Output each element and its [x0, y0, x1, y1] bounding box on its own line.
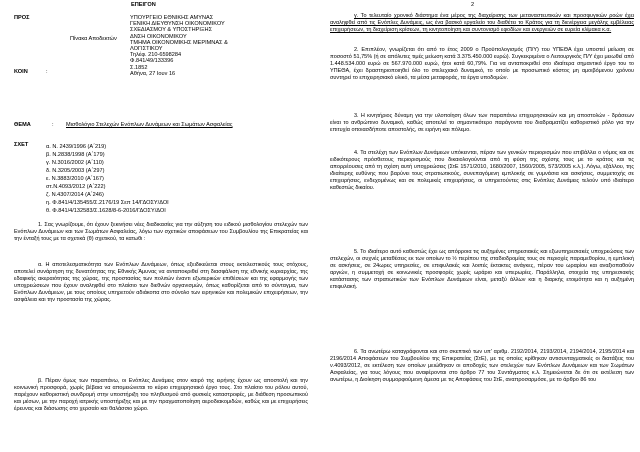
sender-line: ΔΝΣΗ ΟΙΚΟΝΟΜΙΚΟΥ — [130, 33, 187, 40]
paragraph-3: 3. Η κινητήριος δύναμη για την υλοποίηση όλων των παραπάνω επιχειρησιακών και μη αποστολών - δράσεων είναι το ανθρώπινο δυναμικό, καθώς αποτελεί το σημαντικότερο παράγοντα του διαδραματίζει καθοριστικό ρόλο για την επιτυχία οποιασδήποτε αποστολής, σε ειρήνη και πόλεμο. — [330, 113, 634, 133]
paragraph-5: 5. Το ιδιαίτερο αυτό καθεστώς έχει ως απόρροια τις αυξημένες υπηρεσιακές και εξωυπηρεσιακές υποχρεώσεις των στελεχών, οι συχνές μεταθέσεις εκ των οποίων το ½ περίπου της σταδιοδρομίας τους σε περιοχές παραμεθορίου, η εμπλοκή σε ασκήσεις, σε 24ωρες υπηρεσίες, σε επιφυλακές και λοιπές έκτακτες ανάγκες, πέραν του ωραρίου και αναξιοπαθούν αργιών, η συμμετοχή σε κοινωνικές προσφορές χωρίς ωράριο και υπερωρίες. Παράλληλα, στοιχεία της υπηρεσιακής κατάστασης των στρατιωτικών των Ενόπλων Δυνάμεων είναι, μεταξύ άλλων και η διαρκής ετοιμότητα και η αυξημένη επιφυλακή. — [330, 249, 634, 290]
paragraph-2: 2. Επιπλέον, γνωρίζεται ότι από το έτος 2009 ο Προϋπολογισμός (Π/Υ) του ΥΠΕΘΑ έχει υποστεί μείωση σε ποσοστό 51,75% (ή σε απόλυτες τιμές μείωση κατά 3.375.450.000 ευρώ). Συγκεκριμένα ο Λειτουργικός Π/Υ έχει μειωθεί από 1.448.534.000 ευρώ σε 567.970.000 ευρώ, ήτοι κατά 60,79%. Για να ανταποκριθεί στο ιδιαίτερα σημαντικό έργο του το ΥΠΕΘΑ, έχει δραστηριοποιηθεί όλο το στελεχιακό δυναμικό, το οποίο με προσωπικό κόστος μη αμοιβόμενου χρόνου συντηρεί το επιχειρησιακό υλικό, τα μέσα μεταφοράς, τα έργα υποδομών. — [330, 47, 634, 81]
reference-item: β. Ν.2838/1998 (Α΄179) — [46, 152, 105, 158]
sender-line: ΤΜΗΜΑ ΟΙΚΟΝΟΜΙΚΗΣ ΜΕΡΙΜΝΑΣ & — [130, 39, 228, 46]
recipient-table-label: Πίνακα Αποδεκτών — [70, 36, 117, 42]
reference-item: η. Φ.841/4/135455/Σ.2176/19 Σεπ 14/ΓΔΟΣΥ/ΔΟΙ — [46, 200, 169, 206]
right-page — [320, 0, 640, 452]
sender-block — [130, 15, 310, 77]
page-number: 2 — [471, 2, 475, 8]
sender-line: Σ.1852 — [130, 64, 148, 71]
sender-line: Αθήνα, 27 Ιουν 16 — [130, 70, 176, 77]
cc-label: ΚΟΙΝ — [14, 69, 28, 75]
subject-colon: : — [52, 122, 54, 128]
reference-item: δ. Ν.3205/2003 (Α΄297) — [46, 168, 105, 174]
sender-line: ΓΕΝΙΚΗ ΔΙΕΥΘΥΝΣΗ ΟΙΚΟΝΟΜΙΚΟΥ — [130, 21, 225, 28]
paragraph-c: γ. Το τελευταίο χρονικό διάστημα ένα μέρος της διαχείρισης των μεταναστευτικών και προσφυγικών ροών έχει αναληφθεί από τις Ενόπλες Δυνάμεις, ως ένα βασικό εργαλείο του διαθέτει το Κράτος για τη διενέργεια μεγάλης εμβέλειας επιχειρήσεων, τη διαχείριση κρίσεων, τη κινητοποίηση και συντονισμό εφοδίων και ενεργειών σε ευρεία κλίμακα κ.α. — [330, 13, 634, 33]
paragraph-4: 4. Τα στελέχη των Ενόπλων Δυνάμεων υπόκεινται, πέραν των γενικών περιορισμών που επιβάλλει ο νόμος και σε ειδικότερους πρόσθετους περιορισμούς που δικαιολογούνται από τη φύση της σχέσης τους με το κράτος και τις απορρέουσες από τη σχέση αυτή υποχρεώσεις (ΣτΕ 1571/2010, 1680/2007, 1560/2005, 573/2005 κ.λ.). Λόγω, εξάλλου, της ιδιαίτερης ευθύνης που βαρύνει τους στρατιωτικούς, συνεπαγόμενη εμπλοκής σε γυμνάσια και ασκήσεις, συμμετοχής σε επιχειρήσεις, ενδεχομένως και σε πολεμικές επιχειρήσεις, οι υπηρετούντες στις Ενόπλες Δυνάμεις τελούν υπό ιδιαίτερο καθεστώς δικαίου. — [330, 150, 634, 191]
reference-item: γ. Ν.3016/2002 (Α΄110) — [46, 160, 104, 166]
references-list — [46, 143, 306, 215]
sender-line: Τηλέφ. 210-6598284 — [130, 52, 182, 59]
intro-paragraph: 1. Σας γνωρίζουμε, ότι έχουν ξεκινήσει νέες διαδικασίες για την αύξηση του ειδικού μισθολογίου στελεχών των Ενόπλων Δυνάμεων και των Σωμάτων Ασφαλείας, λόγω των σχετικών αποφάσεων του Συμβουλίου της Επικρατείας και την ένταξή τους με τα σχετικά (θ) σχετικού, τα κατωθι : — [14, 222, 308, 242]
paragraph-a: α. Η αποτελεσματικότητα των Ενόπλων Δυνάμεων, όπως εξειδικεύεται στους εκτελεστικούς τους στόχους, αποτελεί συνάρτηση της δυνατότητας της Εθνικής Άμυνας να ανταποκριθεί στη διασφάλιση της εθνικής κυριαρχίας, της εδαφικής ακεραιότητας της χώρας, της προστασίας των πολιτών έναντι εξωτερικών επιθέσεων και της εφαρμογής των υποχρεώσεων που έχουν αναληφθεί στο πλαίσιο των διεθνών οργανισμών, όπως καθορίζεται από το σύνταγμα, των Ενόπλων Δυνάμεων, με τους οποίους υπηρετούν αδιάκοπα στο σύνολο των ειρηνικών και πολεμικών επιχειρήσεων, την ασφάλεια και την προστασία της χώρας. — [14, 262, 308, 303]
sender-line: ΣΧΕΔΙΑΣΜΟΥ & ΥΠΟΣΤΗΡΙΞΗΣ — [130, 27, 213, 34]
reference-item: ε. Ν.3883/2010 (Α΄167) — [46, 176, 104, 182]
paragraph-b: β. Πέραν όμως των παραπάνω, οι Ενόπλες Δυνάμεις στον καιρό της ειρήνης έχουν ως αποστολή και την κοινωνική προσφορά, χωρίς βέβαια να απομειώνεται το κύριο επιχειρησιακό έργο τους. Στο πλαίσιο του ρόλου αυτού, παρέχουν καθοριστική συνδρομή στην υποστήριξη του πληθυσμού από φυσικές καταστροφές, με διάθεση προσωπικού και μέσων, με την παροχή ιατρικής υποστήριξης και με την πραγματοποίηση αεροδιακομιδών, καθώς και με επιχειρήσεις έρευνας και διάσωσης στο χερσαίο και θαλάσσιο χώρο. — [14, 378, 308, 412]
reference-item: α. Ν. 2439/1996 (Α΄219) — [46, 144, 107, 150]
to-label: ΠΡΟΣ — [14, 15, 30, 21]
paragraph-6: 6. Τα ανωτέρω καταγράφονται και στο σκεπτικό των υπ' αριθμ. 2192/2014, 2193/2014, 2194/2014, 2195/2014 και 2196/2014 Αποφάσεων του Συμβουλίου της Επικρατείας (ΣτΕ), με τις οποίες κρίθηκαν αντισυνταγματικές οι διατάξεις του ν.4093/2012, σε εκτέλεση των οποίων μειώθηκαν οι αποδοχές των στελεχών των Ενόπλων Δυνάμεων και των Σωμάτων Ασφαλείας, για τους λόγους που αναφέρονται στο άρθρο 77 του Συντάγματος κ.λ. Σημειώνεται δε ότι σε εκτέλεση των ανωτέρω, η Διοίκηση συμμορφούμενη άμεσα με τις Αποφάσεις του ΣτΕ, αναπροσαρμόσε, με το άρθρο 86 του — [330, 349, 634, 383]
urgency-label: ΕΠΕΙΓΟΝ — [131, 2, 156, 8]
cc-colon: : — [46, 69, 48, 75]
subject-label: ΘΕΜΑ — [14, 122, 31, 128]
reference-item: στ.Ν.4093/2012 (Α΄222) — [46, 184, 106, 190]
sender-line: Φ.841/49/133396 — [130, 58, 174, 65]
sender-line: ΛΟΓΙΣΤΙΚΟΥ — [130, 46, 163, 53]
references-label: ΣΧΕΤ — [14, 142, 29, 148]
recipient-table — [70, 35, 120, 43]
sender-line: ΥΠΟΥΡΓΕΙΟ ΕΘΝΙΚΗΣ ΑΜΥΝΑΣ — [130, 15, 214, 21]
reference-item: ζ. Ν.4307/2014 (Α΄246) — [46, 192, 104, 198]
reference-item: θ. Φ.841/4/132583/Σ.1628/8-6-2016/ΓΔΟΣΥ/ΔΟΙ — [46, 208, 166, 214]
subject-text: Μισθολόγιο Στελεχών Ενόπλων Δυνάμεων και Σωμάτων Ασφαλείας — [66, 122, 233, 128]
